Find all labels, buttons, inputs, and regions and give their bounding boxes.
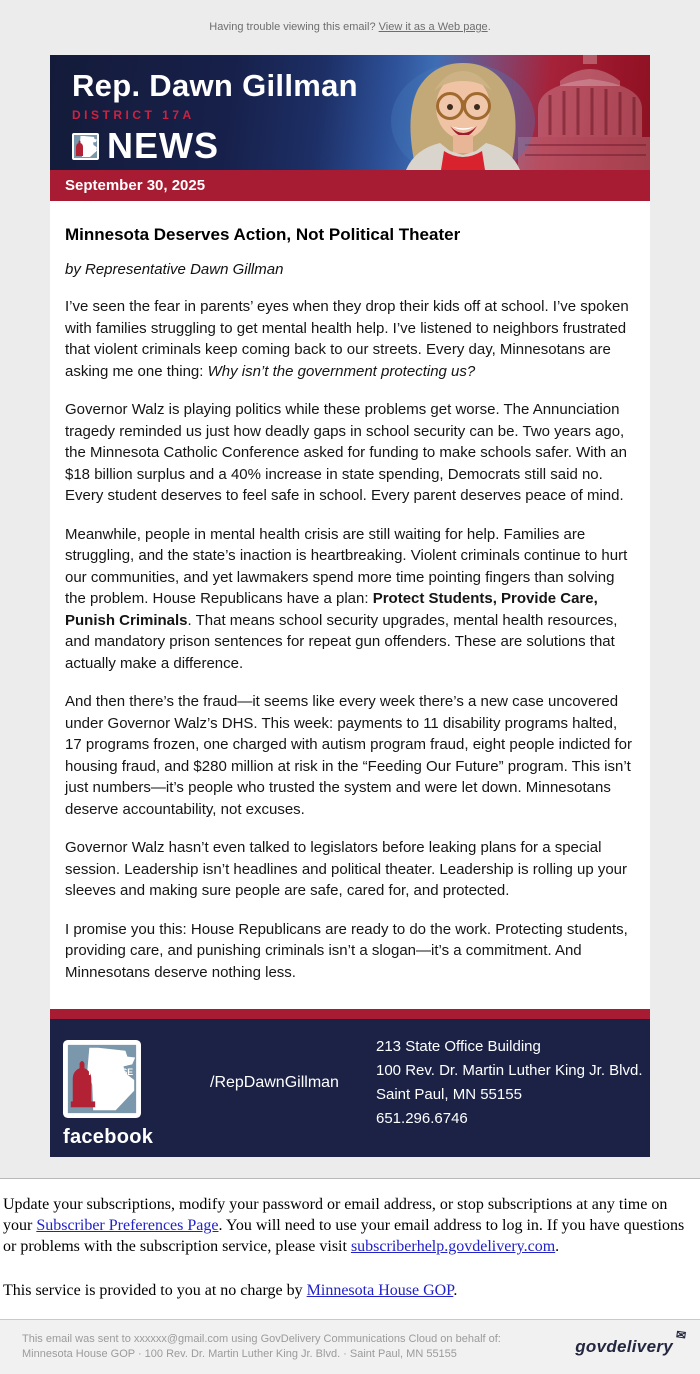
govdelivery-wordmark: govdelivery [575,1337,673,1356]
article-byline: by Representative Dawn Gillman [65,261,284,278]
address-line: 213 State Office Building [376,1038,541,1055]
text-run: Update your subscriptions, modify your password or email address, or stop subscriptions at any time on your [3,1196,668,1234]
text-run: . That means school security upgrades, mental health resources, and mandatory prison sentences for repeat gun offenders. These are solutions that actually make a difference. [65,611,618,672]
spacer [0,1157,700,1178]
text-run: Governor Walz hasn’t even talked to legislators before leaking plans for a special session. Leadership isn’t headlines and political theater. Leadership is rolling up your sleeves and making sure people are safe, cared for, and protected. [65,839,628,899]
date-bar [50,170,650,201]
text-run: I’ve seen the fear in parents’ eyes when they drop their kids off at school. I’ve spoken with families struggling to get mental health help. I’ve listened to neighbors frustrated that violent criminals keep coming back to our streets. Every day, Minnesotans are asking me one thing: [65,298,629,380]
text-link[interactable]: subscriberhelp.govdelivery.com [350,1238,556,1255]
web-version-notice [0,0,700,55]
rep-name-title: Rep. Dawn Gillman [72,68,358,103]
address-line: Saint Paul, MN 55155 [376,1086,522,1103]
notice-suffix: . [487,21,491,33]
article-body [65,296,635,983]
office-address [376,1035,643,1131]
govdelivery-footer-bar [0,1319,700,1374]
article-section [50,201,650,1009]
logo-text-gop: GOP [98,1078,131,1095]
paragraph [65,296,635,382]
sent-to-fine-print: This email was sent to xxxxxx@gmail.com using GovDelivery Communications Cloud on behalf of: Minnesota House GOP · 100 Rev. Dr. Martin Luther King Jr. Blvd. · Saint Paul, MN 55155 [22,1333,501,1360]
text-run: . You will need to use your email address to log in. If you have questions or problems with the subscription service, please visit [3,1217,685,1255]
govdelivery-logo [575,1327,687,1357]
district-label: DISTRICT 17A [72,108,195,122]
text-run: . [453,1282,458,1299]
text-run: . [555,1238,560,1255]
address-line: 100 Rev. Dr. Martin Luther King Jr. Blvd. [376,1062,643,1079]
text-link[interactable]: Subscriber Preferences Page [36,1217,219,1234]
email-body [50,55,650,1157]
paragraph [65,524,635,675]
paragraph [3,1280,695,1301]
text-run: I promise you this: House Republicans are ready to do the work. Protecting students, providing care, and punishing criminals isn’t a slogan—it’s a commitment. And Minnesotans deserve nothing less. [65,920,628,981]
header-text-block [50,55,650,165]
navy-footer [50,1019,650,1157]
address-line: 651.296.6746 [376,1110,468,1127]
logo-text-mnhouse: MNHOUSE [88,1067,134,1078]
text-run: Protect Students, Provide Care, Punish Criminals [65,590,598,629]
paragraph [65,399,635,507]
text-run: Governor Walz is playing politics while these problems get worse. The Annunciation tragedy reminded us just how deadly gaps in school security can be. Two years ago, the Minnesota Catholic Conference asked for funding to make schools safer. With an $18 billion surplus and a 40% increase in state spending, Democrats still said no. Every student deserves to feel safe in school. Every parent deserves peace of mind. [65,401,627,504]
mn-house-gop-logo[interactable] [63,1040,141,1118]
envelope-icon: ✉ [674,1327,687,1343]
news-wordmark: NEWS [107,125,219,166]
facebook-wordmark[interactable]: facebook [63,1126,154,1148]
text-run: This service is provided to you at no charge by [3,1282,307,1299]
paragraph [65,919,635,984]
text-run: And then there’s the fraud—it seems like every week there’s a new case uncovered under Governor Walz’s DHS. This week: payments to 11 disability programs halted, 17 programs frozen, one charged with autism program fraud, eight people indicted for housing fraud, and $280 million at risk in the “Feeding Our Future” program. This isn’t just numbers—it’s people who trusted the system and were let down. Minnesotans deserve accountability, not excuses. [65,693,632,818]
issue-date: September 30, 2025 [65,177,206,194]
mn-house-gop-logo-small [72,133,99,160]
article-title: Minnesota Deserves Action, Not Political Theater [65,225,461,244]
paragraph [65,837,635,902]
text-run: Why isn’t the government protecting us? [207,362,476,380]
red-divider-bar [50,1009,650,1019]
newsletter-header-banner [50,55,650,170]
text-run: Meanwhile, people in mental health crisis are still waiting for help. Families are struggling, and the state’s inaction is heartbreaking. Violent criminals continue to hurt our communities, and yet lawmakers spend more time pointing fingers than solving the problem. House Republicans have a plan: [65,525,628,607]
facebook-handle[interactable]: /RepDawnGillman [210,1074,339,1091]
subscription-info-section [0,1178,700,1319]
svg-text:GOP: GOP [85,147,99,154]
paragraph [65,691,635,820]
paragraph [3,1194,695,1257]
text-link[interactable]: Minnesota House GOP [306,1282,454,1299]
view-web-page-link[interactable]: View it as a Web page [378,21,488,33]
facebook-block[interactable] [63,1040,175,1149]
notice-text: Having trouble viewing this email? [209,21,379,33]
